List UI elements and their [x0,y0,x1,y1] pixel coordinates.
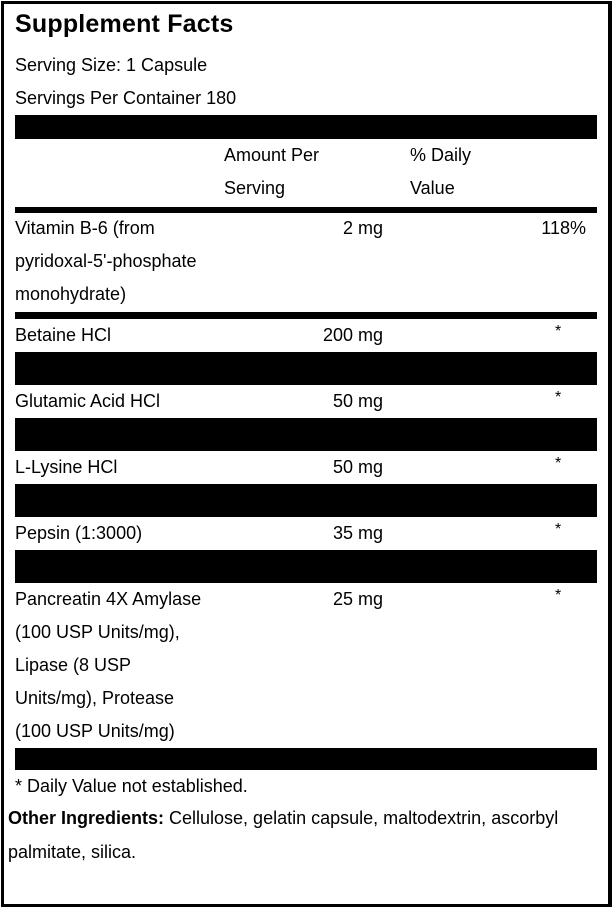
other-ingredients-label: Other Ingredients: [8,808,165,828]
nutrient-name-line: (100 USP Units/mg), [15,622,180,642]
footnote: * Daily Value not established. [15,776,248,796]
nutrient-name: Glutamic Acid HCl [15,391,161,411]
header-amount-line2: Serving [224,178,286,198]
thick-divider [15,550,597,583]
nutrient-name: L-Lysine HCl [15,457,118,477]
nutrient-name-line: Units/mg), Protease [15,688,175,708]
nutrient-daily-value: 118% [541,218,586,238]
nutrient-amount: 200 mg [322,325,383,345]
nutrient-amount: 50 mg [332,391,383,411]
nutrient-name: Pepsin (1:3000) [15,523,143,543]
nutrient-amount: 50 mg [332,457,383,477]
nutrient-daily-value: * [555,323,562,340]
nutrient-name-line: (100 USP Units/mg) [15,721,175,741]
thick-divider [15,484,597,517]
thick-divider [15,352,597,385]
header-amount [224,139,374,205]
nutrient-daily-value: * [555,455,562,472]
header-daily-value [410,139,560,205]
nutrient-name [15,583,230,748]
header-dv-line1: % Daily [410,145,472,165]
other-ingredients [8,801,608,869]
other-ingredients-text: Cellulose, gelatin capsule, maltodextrin, ascorbyl palmitate, silica. [8,808,559,862]
nutrient-daily-value: * [555,587,562,604]
thick-divider [15,418,597,451]
nutrient-daily-value: * [555,389,562,406]
header-amount-line1: Amount Per [224,145,320,165]
thick-divider [15,748,597,770]
header-dv-line2: Value [410,178,455,198]
nutrient-name-line: pyridoxal-5'-phosphate [15,251,197,271]
nutrient-name-line: Vitamin B-6 (from [15,218,155,238]
nutrient-amount: 25 mg [332,589,383,609]
label-title: Supplement Facts [15,10,234,38]
serving-size: Serving Size: 1 Capsule [15,55,208,75]
thick-divider [15,115,597,139]
nutrient-amount: 2 mg [342,218,383,238]
nutrient-name-line: monohydrate) [15,284,127,304]
nutrient-amount: 35 mg [332,523,383,543]
row-rule [15,312,597,319]
nutrient-daily-value: * [555,521,562,538]
nutrient-name-line: Lipase (8 USP [15,655,132,675]
nutrient-name [15,212,230,311]
nutrient-name: Betaine HCl [15,325,112,345]
servings-per-container: Servings Per Container 180 [15,88,237,108]
nutrient-name-line: Pancreatin 4X Amylase [15,589,202,609]
